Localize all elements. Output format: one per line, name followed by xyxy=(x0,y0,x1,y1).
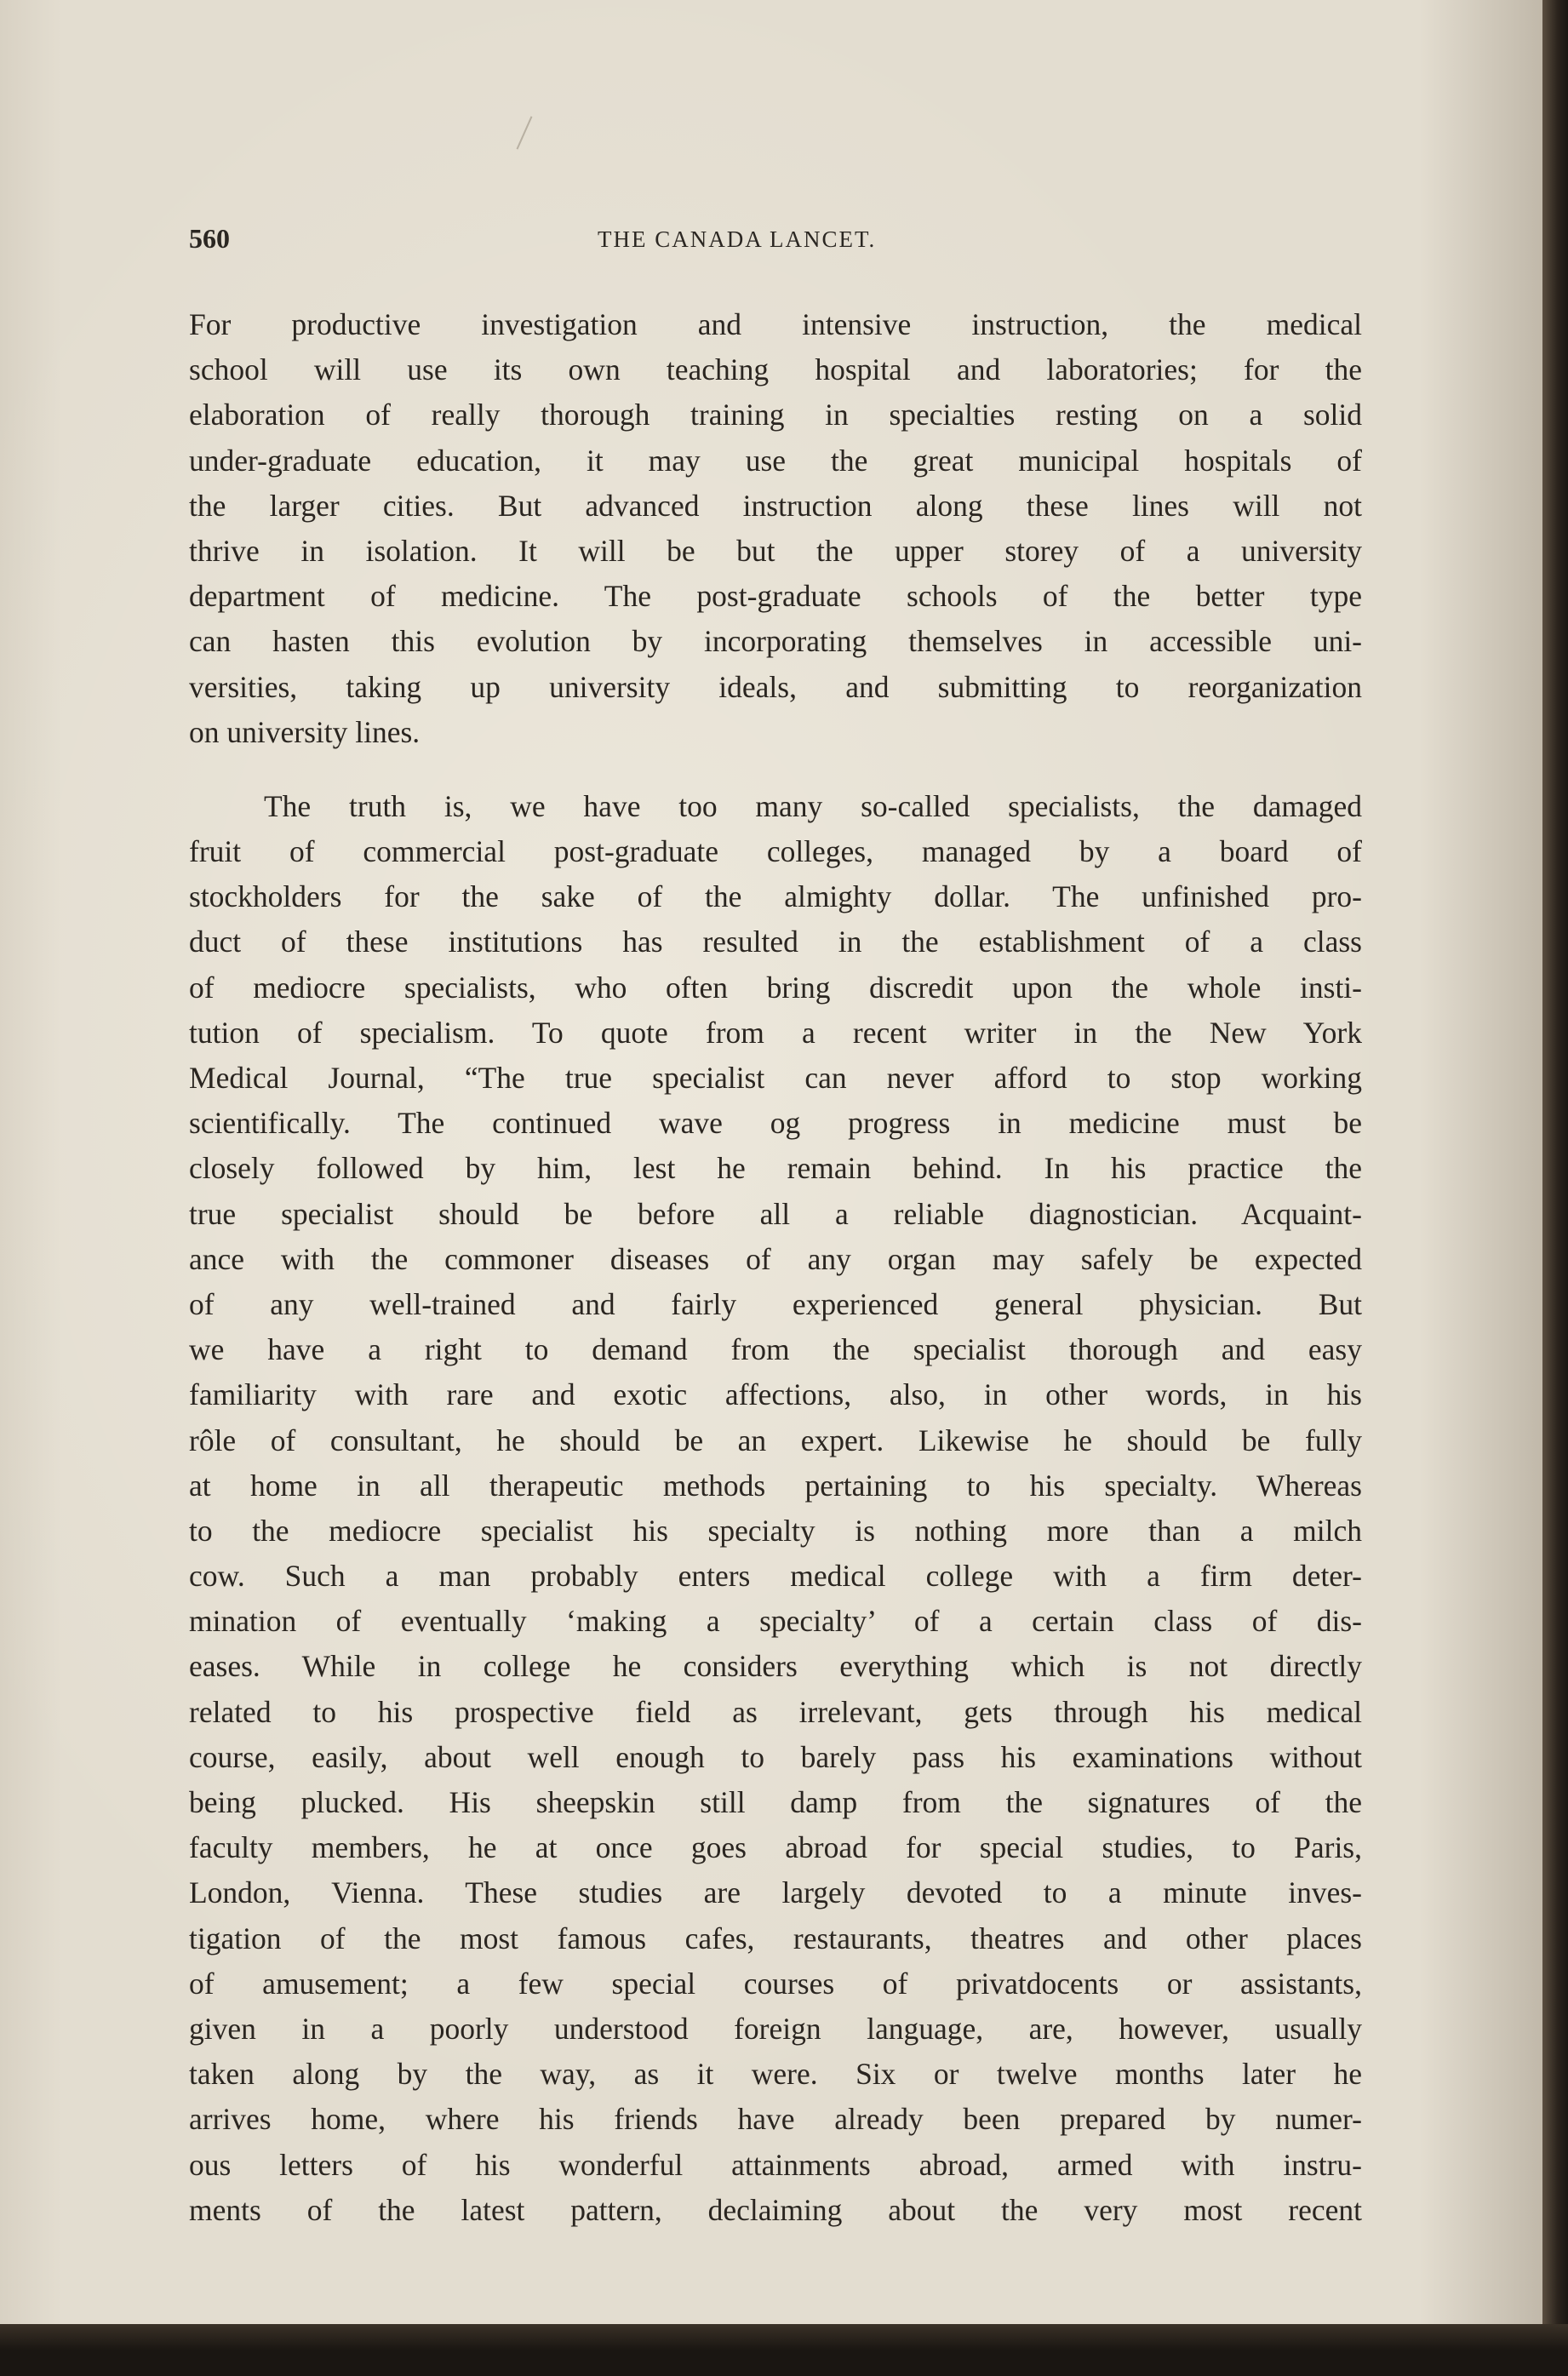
text-line: ments of the latest pattern, declaiming about the very most recent xyxy=(189,2192,1362,2227)
text-line: the larger cities. But advanced instruction along these lines will not xyxy=(189,488,1362,523)
text-line: of mediocre specialists, who often bring discredit upon the whole insti- xyxy=(189,970,1362,1005)
text-line: we have a right to demand from the specialist thorough and easy xyxy=(189,1332,1362,1367)
text-line: under-graduate education, it may use the great municipal hospitals of xyxy=(189,443,1362,478)
text-line: tigation of the most famous cafes, restaurants, theatres and other places xyxy=(189,1921,1362,1955)
page-header xyxy=(189,223,1355,257)
text-line: scientifically. The continued wave og progress in medicine must be xyxy=(189,1106,1362,1141)
pencil-mark xyxy=(517,116,533,149)
text-line: given in a poorly understood foreign language, are, however, usually xyxy=(189,2011,1362,2046)
text-line: faculty members, he at once goes abroad for special studies, to Paris, xyxy=(189,1830,1362,1865)
text-line: eases. While in college he considers everything which is not directly xyxy=(189,1649,1362,1684)
text-line: Medical Journal, “The true specialist can never afford to stop working xyxy=(189,1061,1362,1095)
running-head: THE CANADA LANCET. xyxy=(598,226,877,252)
text-line: London, Vienna. These studies are largely devoted to a minute inves- xyxy=(189,1875,1362,1910)
text-line: department of medicine. The post-graduate schools of the better type xyxy=(189,579,1362,614)
text-line: elaboration of really thorough training in specialties resting on a solid xyxy=(189,398,1362,432)
text-line: mination of eventually ‘making a specialty’ of a certain class of dis- xyxy=(189,1604,1362,1639)
text-line: familiarity with rare and exotic affections, also, in other words, in his xyxy=(189,1377,1362,1412)
page-number: 560 xyxy=(189,223,230,254)
text-line: related to his prospective field as irrelevant, gets through his medical xyxy=(189,1694,1362,1729)
text-line: on university lines. xyxy=(189,714,421,749)
text-line: to the mediocre specialist his specialty is nothing more than a milch xyxy=(189,1513,1362,1548)
text-line: fruit of commercial post-graduate colleges, managed by a board of xyxy=(189,834,1362,869)
text-line: ance with the commoner diseases of any organ may safely be expected xyxy=(189,1241,1362,1276)
paragraph-2 xyxy=(189,784,1362,2233)
text-line: school will use its own teaching hospital and laboratories; for the xyxy=(189,352,1362,387)
text-line: at home in all therapeutic methods pertaining to his specialty. Whereas xyxy=(189,1468,1362,1503)
text-line: being plucked. His sheepskin still damp from the signatures of the xyxy=(189,1785,1362,1819)
text-line: arrives home, where his friends have already been prepared by numer- xyxy=(189,2102,1362,2137)
text-line: taken along by the way, as it were. Six or twelve months later he xyxy=(189,2057,1362,2092)
text-line: rôle of consultant, he should be an expert. Likewise he should be fully xyxy=(189,1423,1362,1457)
text-line: versities, taking up university ideals, and submitting to reorganization xyxy=(189,669,1362,704)
text-line: cow. Such a man probably enters medical college with a firm deter- xyxy=(189,1559,1362,1594)
text-line: of amusement; a few special courses of privatdocents or assistants, xyxy=(189,1966,1362,2001)
text-line: stockholders for the sake of the almighty dollar. The unfinished pro- xyxy=(189,879,1362,914)
body-text xyxy=(189,302,1362,2233)
paragraph-1 xyxy=(189,302,1362,755)
text-line: can hasten this evolution by incorporating themselves in accessible uni- xyxy=(189,624,1362,659)
text-line: tution of specialism. To quote from a recent writer in the New York xyxy=(189,1015,1362,1050)
book-edge-right xyxy=(1542,0,1568,2376)
text-line: closely followed by him, lest he remain behind. In his practice the xyxy=(189,1151,1362,1186)
text-line: For productive investigation and intensive instruction, the medical xyxy=(189,307,1362,341)
text-line: of any well-trained and fairly experienced general physician. But xyxy=(189,1286,1362,1321)
text-line: ous letters of his wonderful attainments abroad, armed with instru- xyxy=(189,2147,1362,2182)
text-line: The truth is, we have too many so-called specialists, the damaged xyxy=(264,788,1362,823)
book-edge-bottom xyxy=(0,2324,1568,2376)
text-line: thrive in isolation. It will be but the upper storey of a university xyxy=(189,533,1362,568)
text-line: duct of these institutions has resulted in the establishment of a class xyxy=(189,925,1362,959)
text-line: course, easily, about well enough to barely pass his examinations without xyxy=(189,1739,1362,1774)
text-line: true specialist should be before all a reliable diagnostician. Acquaint- xyxy=(189,1196,1362,1231)
